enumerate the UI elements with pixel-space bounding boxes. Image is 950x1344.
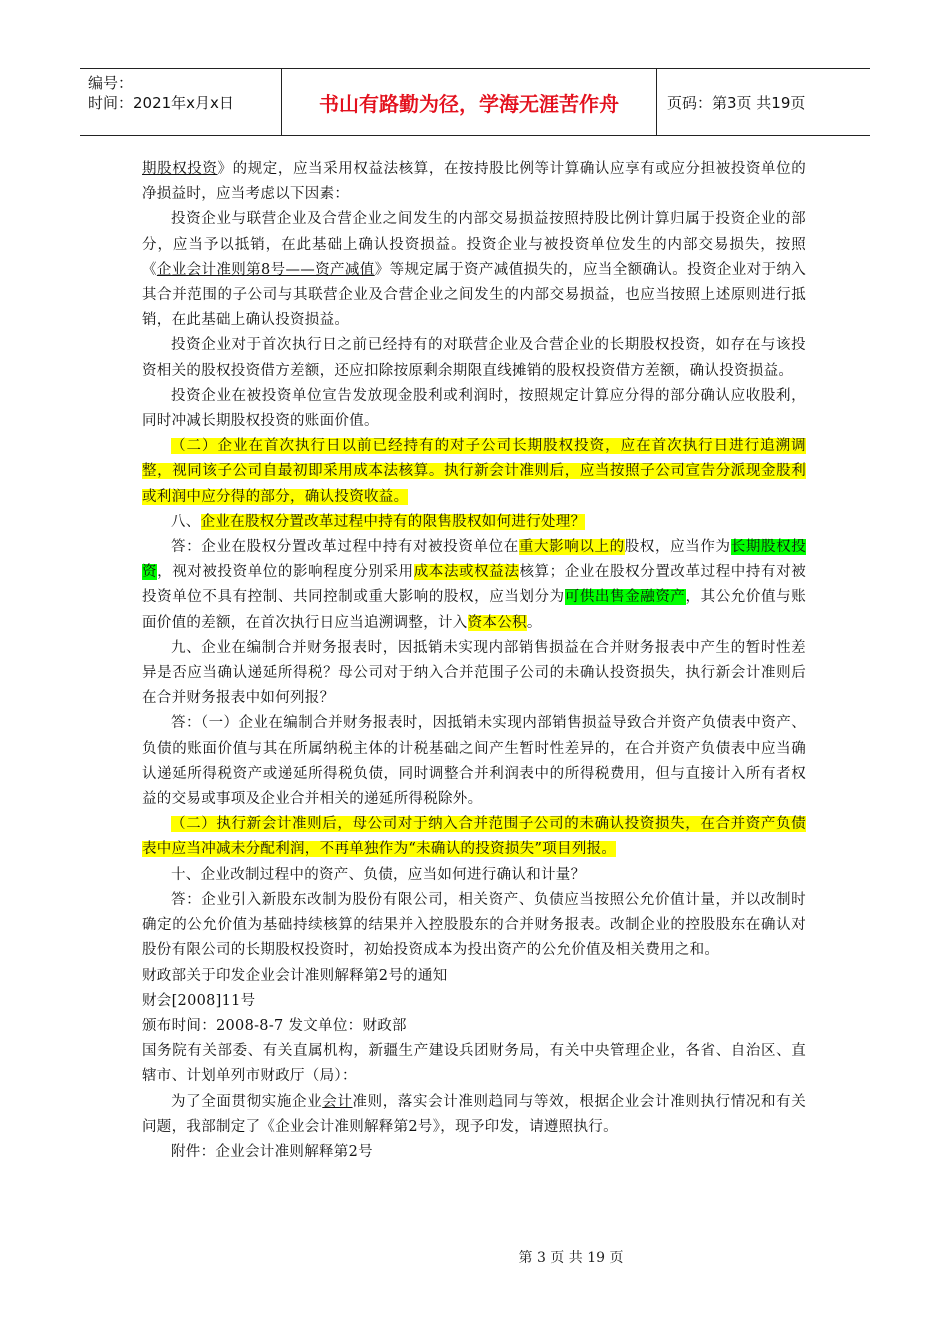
notice-date: 颁布时间：2008-8-7 发文单位：财政部 xyxy=(142,1017,407,1034)
text-run: 核算；企业在股权分置改革过程中持有对被投资单位不具有控制、共同控制或重大影响的股权，应当划分为 xyxy=(142,564,806,606)
paragraph xyxy=(142,535,806,636)
notice-title: 财政部关于印发企业会计准则解释第2号的通知 xyxy=(142,967,448,984)
highlighted-text: 重大影响以上的 xyxy=(518,539,625,556)
paragraph xyxy=(142,1090,806,1140)
paragraph xyxy=(142,434,806,510)
text-run: 为了全面贯彻实施企业 xyxy=(171,1093,323,1110)
highlighted-text: （二）执行新会计准则后，母公司对于纳入合并范围子公司的未确认投资损失，在合并资产负债表中应当冲减未分配利润，不再单独作为“未确认的投资损失”项目列报。 xyxy=(142,816,806,858)
underlined-reference: 企业会计准则第8号——资产减值 xyxy=(156,261,375,278)
paragraph xyxy=(142,157,806,207)
text-run: ，其公允价值与账面价值的差额，在首次执行日应当追溯调整，计入 xyxy=(142,589,806,631)
attachment-line: 附件：企业会计准则解释第2号 xyxy=(171,1143,373,1160)
text-run: 。 xyxy=(526,614,542,631)
text-run: 投资企业与联营企业及合营企业之间发生的内部交易损益按照持股比例计算归属于投资企业的部分，应当予以抵销，在此基础上确认投资损益。投资企业与被投资单位发生的内部交易损失，按照《 xyxy=(142,211,806,278)
header-motto: 书山有路勤为径，学海无涯苦作舟 xyxy=(282,69,657,135)
question-heading xyxy=(142,510,806,535)
text-run: 》等规定属于资产减值损失的，应当全额确认。投资企业对于纳入其合并范围的子公司与其联营企业及合营企业之间发生的内部交易损益，也应当按照上述原则进行抵销，在此基础上确认投资损益。 xyxy=(142,261,807,329)
highlighted-text-green: 可供出售金融资产 xyxy=(564,589,686,606)
paragraph: 答：企业引入新股东改制为股份有限公司，相关资产、负债应当按照公允价值计量，并以改制时确定的公允价值为基础持续核算的结果并入控股股东的合并财务报表。改制企业的控股股东在确认对股份有限公司的长期股权投资时，初始投资成本为投出资产的公允价值及相关费用之和。 xyxy=(142,891,806,959)
header-page-number: 页码：第3页 共19页 xyxy=(667,93,806,112)
highlighted-text: 企业在股权分置改革过程中持有的限售股权如何进行处理？ xyxy=(200,513,586,530)
text-run: 》的规定，应当采用权益法核算，在按持股比例等计算确认应享有或应分担被投资单位的净损益时，应当考虑以下因素： xyxy=(142,161,807,203)
document-date: 时间：2021年x月x日 xyxy=(88,94,234,112)
highlighted-text: 资本公积 xyxy=(467,614,527,631)
paragraph xyxy=(142,812,806,862)
paragraph: 投资企业对于首次执行日之前已经持有的对联营企业及合营企业的长期股权投资，如存在与该投资相关的股权投资借方差额，还应扣除按原剩余期限直线摊销的股权投资借方差额，确认投资损益。 xyxy=(142,337,806,379)
text-run: 答：企业在股权分置改革过程中持有对被投资单位在 xyxy=(171,539,519,556)
text-run: 准则，落实会计准则趋同与等效，根据企业会计准则执行情况和有关问题，我部制定了《企业会计准则解释第2号》，现予印发，请遵照执行。 xyxy=(142,1093,806,1135)
document-body xyxy=(142,157,806,1165)
question-heading: 九、企业在编制合并财务报表时，因抵销未实现内部销售损益在合并财务报表中产生的暂时性差异是否应当确认递延所得税？母公司对于纳入合并范围子公司的未确认投资损失，执行新会计准则后在合并财务报表中如何列报？ xyxy=(142,639,806,707)
underlined-reference: 期股权投资 xyxy=(142,161,218,177)
highlighted-text: 企业在首次执行日以前已经持有的对子公司长期股权投资，应在首次执行日进行追溯调整，视同该子公司自最初即采用成本法核算。执行新会计准则后，应当按照子公司宣告分派现金股利或利润中应分得的部分，确认投资收益。 xyxy=(142,438,806,505)
notice-addressees: 国务院有关部委、有关直属机构，新疆生产建设兵团财务局，有关中央管理企业，各省、自治区、直辖市、计划单列市财政厅（局）： xyxy=(142,1043,806,1085)
underlined-text: 会计 xyxy=(322,1093,353,1110)
paragraph: 答：（一）企业在编制合并财务报表时，因抵销未实现内部销售损益导致合并资产负债表中资产、负债的账面价值与其在所属纳税主体的计税基础之间产生暂时性差异的，在合并资产负债表中应当确认递延所得税资产或递延所得税负债，同时调整合并利润表中的所得税费用，但与直接计入所有者权益的交易或事项及企业合并相关的递延所得税除外。 xyxy=(142,715,806,808)
document-number-label: 编号： xyxy=(88,74,134,92)
paragraph: 投资企业在被投资单位宣告发放现金股利或利润时，按照规定计算应分得的部分确认应收股利，同时冲减长期股权投资的账面价值。 xyxy=(142,387,806,430)
text-run: 股权，应当作为 xyxy=(624,539,731,556)
highlighted-text: （二） xyxy=(171,438,218,455)
question-heading: 十、企业改制过程中的资产、负债，应当如何进行确认和计量？ xyxy=(171,866,586,883)
text-run: ，视对被投资单位的影响程度分别采用 xyxy=(157,564,414,581)
highlighted-text-green: 长期股权投资 xyxy=(142,539,806,581)
paragraph xyxy=(142,207,806,333)
page-header xyxy=(80,68,870,136)
header-meta xyxy=(80,69,282,135)
notice-number: 财会[2008]11号 xyxy=(142,992,256,1009)
text-run: 八、 xyxy=(171,513,201,530)
highlighted-text: 成本法或权益法 xyxy=(413,564,520,581)
page-footer: 第 3 页 共 19 页 xyxy=(518,1250,624,1266)
